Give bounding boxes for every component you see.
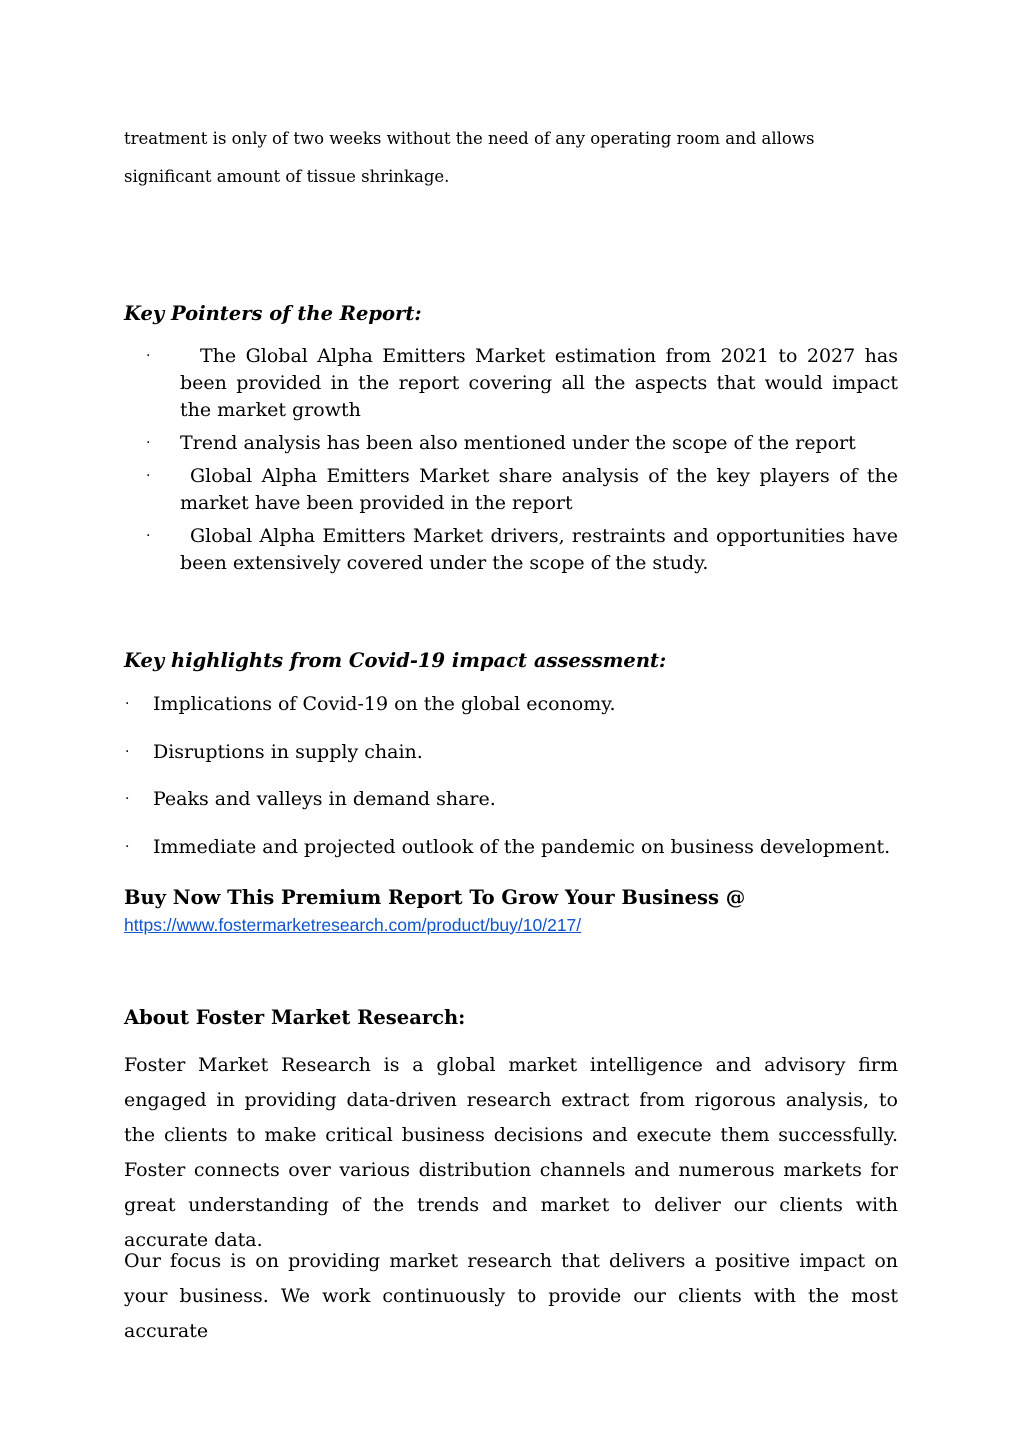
key-pointers-heading: Key Pointers of the Report:: [124, 302, 422, 325]
key-pointers-list: [124, 343, 898, 583]
list-item-text: Trend analysis has been also mentioned under the scope of the report: [180, 432, 856, 454]
list-item-text: Global Alpha Emitters Market share analysis of the key players of the market have been provided in the report: [180, 465, 898, 514]
about-heading: About Foster Market Research:: [124, 1006, 466, 1029]
list-item-text: Global Alpha Emitters Market drivers, restraints and opportunities have been extensively covered under the scope of the study.: [180, 525, 898, 574]
bullet-dot: ·: [125, 743, 130, 760]
intro-paragraph: treatment is only of two weeks without the need of any operating room and allows significant amount of tissue shrinkage.: [124, 129, 815, 186]
list-item-text: Peaks and valleys in demand share.: [153, 788, 496, 810]
list-item: [124, 785, 898, 833]
bullet-dot: ·: [125, 696, 130, 712]
list-item-text: Implications of Covid-19 on the global economy.: [153, 693, 616, 715]
buy-now-heading: Buy Now This Premium Report To Grow Your Business @: [124, 886, 746, 909]
buy-now-link[interactable]: https://www.fostermarketresearch.com/product/buy/10/217/: [124, 915, 582, 935]
document-page: [124, 0, 898, 1446]
list-item: [124, 430, 898, 457]
list-item: [124, 833, 898, 881]
list-item: [124, 463, 898, 517]
bullet-dot: ·: [146, 435, 151, 451]
bullet-dot: ·: [146, 468, 151, 484]
list-item-text: The Global Alpha Emitters Market estimation from 2021 to 2027 has been provided in the report covering all the aspects that would impact the market growth: [180, 345, 898, 421]
list-item: [124, 690, 898, 738]
list-item: [124, 523, 898, 577]
list-item: [124, 343, 898, 424]
list-item: [124, 738, 898, 786]
list-item-text: Immediate and projected outlook of the pandemic on business development.: [153, 835, 891, 858]
bullet-dot: ·: [146, 528, 151, 544]
bullet-dot: ·: [146, 348, 151, 364]
focus-paragraph: Our focus is on providing market research that delivers a positive impact on your business. We work continuously to provide our clients with the most accurate: [124, 1250, 898, 1342]
covid-highlights-list: [124, 690, 898, 880]
covid-heading: Key highlights from Covid-19 impact assessment:: [124, 649, 667, 672]
bullet-dot: ·: [125, 791, 130, 807]
about-paragraph: Foster Market Research is a global market intelligence and advisory firm engaged in providing data-driven research extract from rigorous analysis, to the clients to make critical business decisions and execute them successfully. Foster connects over various distribution channels and numerous markets for great understanding of the trends and market to deliver our clients with accurate data.: [124, 1054, 898, 1251]
bullet-dot: ·: [125, 838, 130, 855]
list-item-text: Disruptions in supply chain.: [153, 740, 423, 763]
